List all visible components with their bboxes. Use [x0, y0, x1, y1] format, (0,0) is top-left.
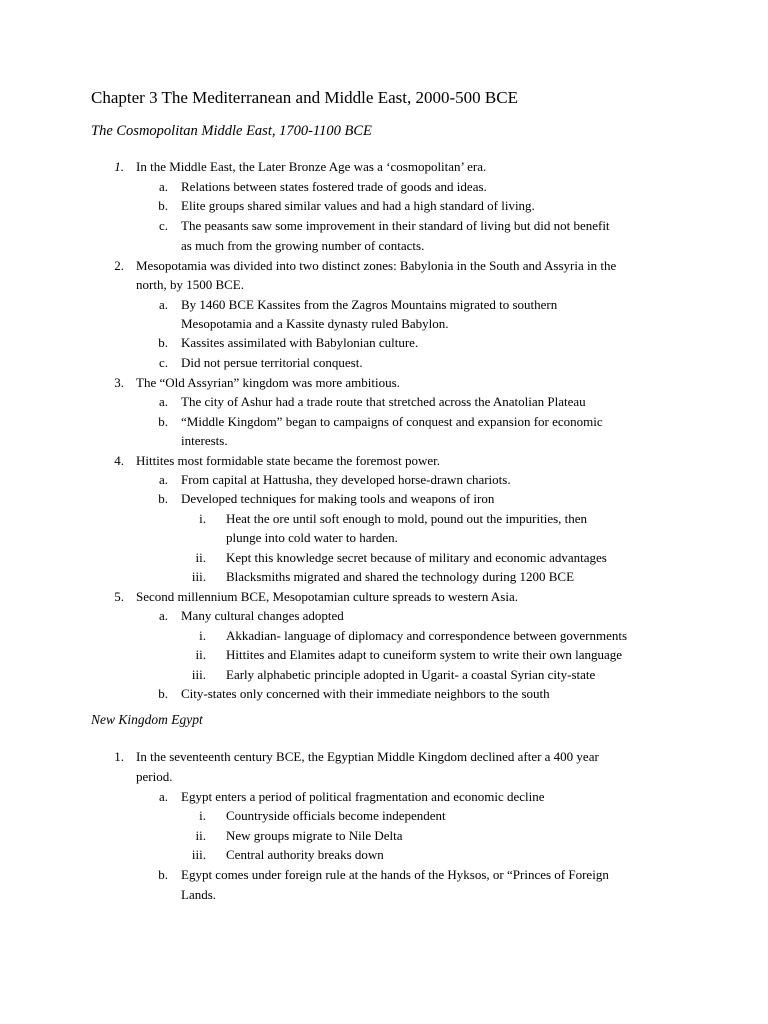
outline-marker: 4.: [114, 453, 124, 468]
outline-marker: i.: [199, 808, 206, 823]
outline-text: Central authority breaks down: [226, 847, 384, 862]
outline-marker: b.: [158, 686, 168, 701]
outline-marker: c.: [158, 355, 168, 370]
outline-marker: ii.: [195, 828, 206, 843]
outline-text: Egypt comes under foreign rule at the hands of the Hyksos, or “Princes of Foreign: [181, 867, 609, 882]
section-title-era: BCE: [344, 123, 372, 139]
outline-marker: 1.: [114, 159, 124, 174]
outline-marker: ii.: [195, 550, 206, 565]
outline-marker: a.: [158, 789, 168, 804]
outline-marker: a.: [158, 608, 168, 623]
outline-text: Egypt enters a period of political fragmentation and economic decline: [181, 789, 545, 804]
outline-marker: iii.: [191, 569, 206, 584]
outline-text: Blacksmiths migrated and shared the technology during 1200 BCE: [226, 569, 575, 584]
outline-text: In the Middle East, the Later Bronze Age was a ‘cosmopolitan’ era.: [136, 159, 487, 174]
outline-marker: a.: [158, 472, 168, 487]
outline-text: period.: [136, 769, 173, 784]
section-title-new-kingdom: New Kingdom Egypt: [91, 712, 203, 727]
outline-marker: 3.: [114, 375, 124, 390]
outline-text: plunge into cold water to harden.: [226, 530, 398, 545]
outline-marker: 5.: [114, 589, 124, 604]
outline-marker: ii.: [195, 647, 206, 662]
outline-text: Mesopotamia was divided into two distinct zones: Babylonia in the South and Assyria in the: [136, 258, 617, 273]
outline-marker: b.: [158, 335, 168, 350]
outline-text: Second millennium BCE, Mesopotamian culture spreads to western Asia.: [136, 589, 518, 604]
outline-marker: b.: [158, 491, 168, 506]
outline-marker: i.: [199, 628, 206, 643]
outline-marker: b.: [158, 414, 168, 429]
outline-text: “Middle Kingdom” began to campaigns of conquest and expansion for economic: [181, 414, 603, 429]
outline-text: Kassites assimilated with Babylonian culture.: [181, 335, 419, 350]
chapter-title-main: Chapter 3 The Mediterranean and Middle East, 2000-500: [91, 88, 485, 107]
outline-text: Elite groups shared similar values and had a high standard of living.: [181, 198, 535, 213]
section-title-main: The Cosmopolitan Middle East, 1700-1100: [91, 123, 345, 139]
outline-text: The city of Ashur had a trade route that stretched across the Anatolian Plateau: [181, 394, 586, 409]
outline-text: Relations between states fostered trade of goods and ideas.: [181, 179, 487, 194]
outline-text: Akkadian- language of diplomacy and correspondence between governments: [226, 628, 628, 643]
outline-text: By 1460 BCE Kassites from the Zagros Mountains migrated to southern: [181, 297, 558, 312]
chapter-title: [91, 88, 518, 108]
outline-text: New groups migrate to Nile Delta: [226, 828, 403, 843]
outline-text: as much from the growing number of contacts.: [181, 238, 425, 253]
outline-text: Mesopotamia and a Kassite dynasty ruled Babylon.: [181, 316, 449, 331]
outline-text: interests.: [181, 433, 228, 448]
outline-text: Hittites most formidable state became the foremost power.: [136, 453, 440, 468]
outline-text: north, by 1500 BCE.: [136, 277, 244, 292]
outline-text: The peasants saw some improvement in their standard of living but did not benefit: [181, 218, 610, 233]
outline-text: Early alphabetic principle adopted in Ugarit- a coastal Syrian city-state: [226, 667, 596, 682]
outline-marker: b.: [158, 867, 168, 882]
outline-text: Kept this knowledge secret because of military and economic advantages: [226, 550, 607, 565]
outline-text: City-states only concerned with their immediate neighbors to the south: [181, 686, 550, 701]
outline-text: The “Old Assyrian” kingdom was more ambitious.: [136, 375, 400, 390]
chapter-title-era: BCE: [484, 88, 518, 107]
outline-marker: c.: [158, 218, 168, 233]
outline-text: Hittites and Elamites adapt to cuneiform system to write their own language: [226, 647, 623, 662]
outline-text: Lands.: [181, 887, 217, 902]
outline-marker: b.: [158, 198, 168, 213]
outline-text: Many cultural changes adopted: [181, 608, 344, 623]
outline-text: In the seventeenth century BCE, the Egyptian Middle Kingdom declined after a 400 year: [136, 749, 599, 764]
outline-text: Heat the ore until soft enough to mold, pound out the impurities, then: [226, 511, 588, 526]
outline-marker: i.: [199, 511, 206, 526]
outline-marker: 2.: [114, 258, 124, 273]
outline-marker: 1.: [114, 749, 124, 764]
outline-text: From capital at Hattusha, they developed horse-drawn chariots.: [181, 472, 511, 487]
outline-marker: a.: [158, 297, 168, 312]
outline-marker: iii.: [191, 667, 206, 682]
outline-text: Developed techniques for making tools and weapons of iron: [181, 491, 495, 506]
outline-text: Did not persue territorial conquest.: [181, 355, 363, 370]
section-title-cosmopolitan: [91, 123, 372, 140]
outline-marker: a.: [158, 179, 168, 194]
outline-marker: a.: [158, 394, 168, 409]
outline-marker: iii.: [191, 847, 206, 862]
outline-text: Countryside officials become independent: [226, 808, 446, 823]
